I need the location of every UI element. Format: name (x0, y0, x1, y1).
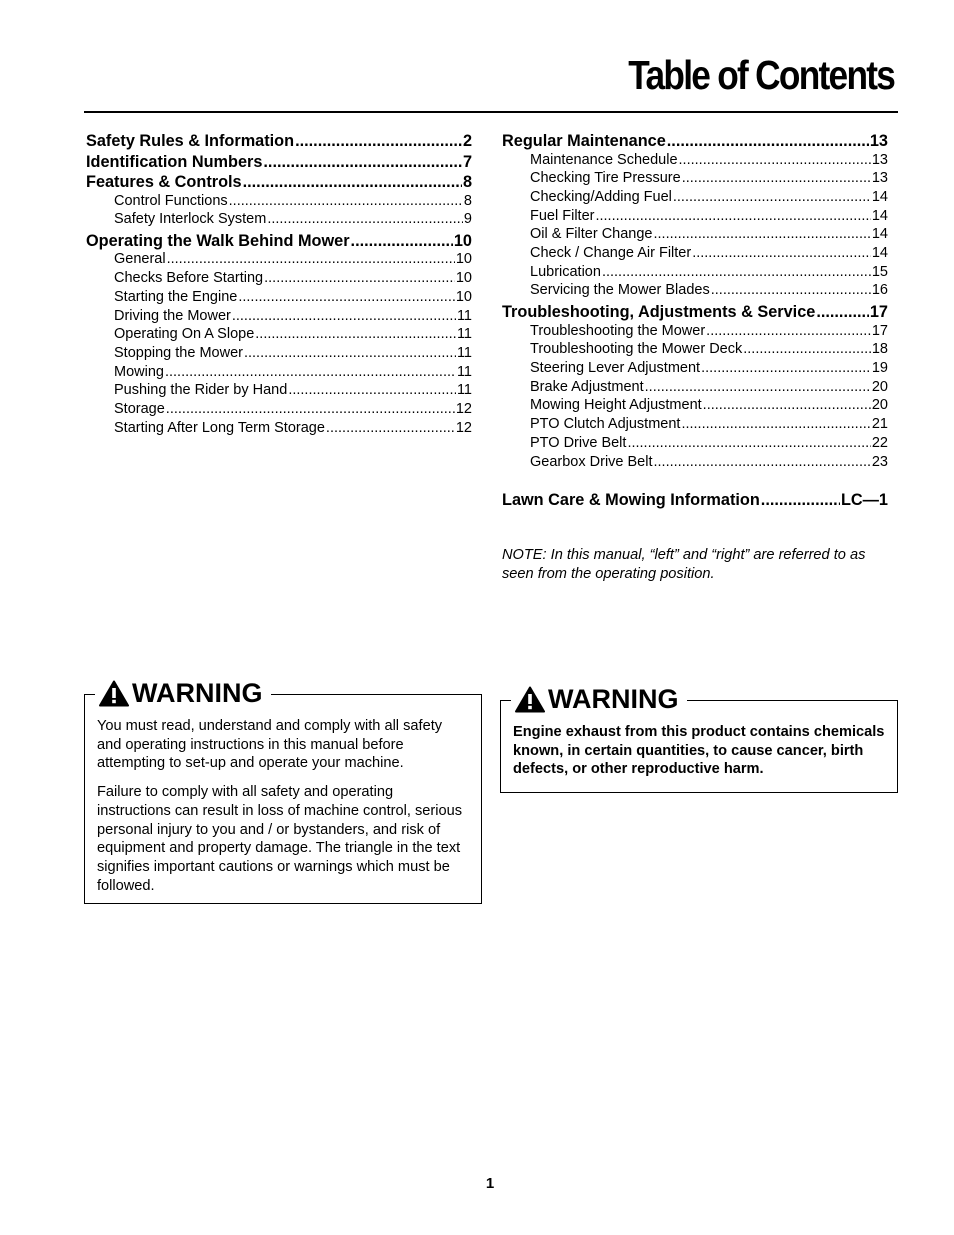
toc-entry-leader (711, 281, 871, 300)
toc-entry-page: 12 (455, 419, 472, 436)
page-number: 1 (485, 1175, 495, 1192)
toc-entry-leader (645, 378, 871, 397)
toc-entry-sub[interactable] (502, 434, 888, 453)
toc-entry-leader (244, 344, 456, 363)
toc-entry-sub[interactable] (502, 453, 888, 472)
toc-entry-page: 14 (871, 245, 888, 262)
toc-entry-leader (351, 231, 453, 252)
warning-text (97, 717, 469, 895)
warning-box-left (84, 678, 482, 904)
toc-entry-page: 10 (455, 288, 472, 305)
toc-entry-title: Check / Change Air Filter (530, 245, 692, 262)
warning-box-right (500, 684, 898, 793)
toc-entry-leader (267, 210, 463, 229)
toc-entry-title: Fuel Filter (530, 207, 595, 224)
warning-paragraph: You must read, understand and comply with all safety and operating instructions in this manual before attempting to set-up and operate your machine. (97, 718, 443, 772)
toc-entry-page: 2 (462, 132, 472, 150)
toc-entry-sub[interactable] (86, 192, 472, 211)
toc-entry-page: 14 (871, 207, 888, 224)
warning-paragraph: Engine exhaust from this product contains chemicals known, in certain quantities, to cause cancer, birth defects, or other reproductive harm. (513, 724, 885, 778)
toc-entry-leader (295, 131, 462, 152)
toc-entry-main[interactable] (86, 131, 472, 152)
toc-entry-page: 8 (462, 173, 472, 191)
toc-entry-leader (627, 434, 870, 453)
toc-entry-page: 11 (456, 326, 472, 343)
toc-entry-leader (288, 381, 456, 400)
toc-entry-main[interactable] (86, 152, 472, 173)
toc-entry-title: Checks Before Starting (114, 270, 264, 287)
warning-label: WARNING (132, 678, 263, 708)
toc-entry-page: 11 (456, 344, 472, 361)
warning-heading (511, 684, 687, 714)
toc-entry-page: 9 (463, 211, 472, 228)
toc-entry-leader (263, 152, 462, 173)
toc-entry-sub[interactable] (502, 340, 888, 359)
toc-entry-title: Steering Lever Adjustment (530, 360, 701, 377)
toc-entry-page: 23 (871, 453, 888, 470)
toc-entry-page: 17 (869, 303, 888, 322)
toc-entry-page: 19 (871, 360, 888, 377)
toc-entry-title: PTO Clutch Adjustment (530, 416, 681, 433)
toc-entry-sub[interactable] (86, 269, 472, 288)
toc-entry-page: 8 (463, 192, 472, 209)
toc-entry-page: 14 (871, 188, 888, 205)
toc-entry-title: Driving the Mower (114, 307, 231, 324)
toc-entry-title: Features & Controls (86, 173, 242, 191)
toc-entry-sub[interactable] (502, 188, 888, 207)
toc-entry-leader (167, 250, 455, 269)
warning-heading (95, 678, 271, 708)
toc-entry-page: 21 (871, 416, 888, 433)
toc-entry-leader (701, 359, 871, 378)
toc-entry-main[interactable] (502, 302, 888, 323)
toc-entry-page: 11 (456, 382, 472, 399)
warning-triangle-icon (515, 686, 545, 713)
toc-entry-leader (706, 322, 871, 341)
toc-entry-title: Checking Tire Pressure (530, 170, 681, 187)
toc-entry-leader (681, 415, 870, 434)
toc-entry-leader (602, 263, 871, 282)
toc-entry-title: Stopping the Mower (114, 344, 243, 361)
toc-entry-title: Mowing (114, 363, 164, 380)
toc-entry-sub[interactable] (86, 419, 472, 438)
toc-entry-leader (703, 396, 871, 415)
warning-paragraph: Failure to comply with all safety and operating instructions can result in loss of machine control, serious personal injury to you and / or bystanders, and risk of equipment and property damage. The triangle in the text signifies important cautions or warnings which must be followed. (97, 784, 463, 894)
toc-entry-title: Maintenance Schedule (530, 151, 678, 168)
toc-entry-title: Identification Numbers (86, 152, 263, 171)
toc-entry-title: Control Functions (114, 192, 228, 209)
toc-entry-sub[interactable] (502, 225, 888, 244)
toc-entry-leader (761, 490, 840, 511)
page-title: Table of Contents (628, 52, 894, 98)
toc-entry-page: LC—1 (840, 491, 888, 510)
toc-entry-leader (682, 169, 871, 188)
toc-entry-page: 17 (871, 322, 888, 339)
toc-entry-page: 15 (871, 263, 888, 280)
toc-entry-leader (166, 400, 455, 419)
toc-entry-page: 14 (871, 226, 888, 243)
toc-entry-sub[interactable] (86, 250, 472, 269)
toc-entry-sub[interactable] (86, 325, 472, 344)
toc-entry-leader (654, 225, 871, 244)
toc-entry-leader (165, 363, 456, 382)
toc-entry-sub[interactable] (502, 322, 888, 341)
toc-entry-page: 22 (871, 434, 888, 451)
toc-entry-page: 20 (871, 397, 888, 414)
toc-entry-leader (816, 302, 869, 323)
toc-entry-sub[interactable] (502, 396, 888, 415)
toc-entry-leader (229, 192, 463, 211)
toc-entry-sub[interactable] (502, 207, 888, 226)
toc-entry-page: 16 (871, 282, 888, 299)
toc-entry-leader (595, 207, 870, 226)
toc-entry-leader (654, 453, 871, 472)
toc-entry-sub[interactable] (86, 363, 472, 382)
toc-entry-leader (243, 172, 462, 193)
toc-entry-page: 10 (455, 251, 472, 268)
toc-entry-page: 11 (456, 363, 472, 380)
toc-entry-page: 13 (871, 151, 888, 168)
toc-entry-sub[interactable] (86, 307, 472, 326)
toc-entry-leader (264, 269, 455, 288)
toc-entry-page: 11 (456, 307, 472, 324)
toc-entry-sub[interactable] (502, 244, 888, 263)
toc-entry-title: Storage (114, 401, 165, 418)
toc-entry-title: Troubleshooting the Mower (530, 322, 706, 339)
toc-entry-sub[interactable] (502, 263, 888, 282)
toc-entry-title: Pushing the Rider by Hand (114, 382, 288, 399)
toc-entry-leader (255, 325, 456, 344)
warning-label: WARNING (548, 684, 679, 714)
toc-entry-sub[interactable] (86, 381, 472, 400)
toc-entry-title: Regular Maintenance (502, 132, 666, 150)
toc-entry-main[interactable] (86, 172, 472, 193)
toc-entry-title: Starting the Engine (114, 288, 238, 305)
orientation-note: NOTE: In this manual, “left” and “right” are referred to as seen from the operating position. (502, 547, 866, 582)
toc-entry-page: 13 (869, 132, 888, 150)
toc-entry-main[interactable] (502, 131, 888, 152)
toc-entry-page: 10 (453, 231, 472, 250)
toc-entry-title: PTO Drive Belt (530, 434, 627, 451)
toc-entry-leader (326, 419, 455, 438)
toc-right-column (502, 131, 888, 511)
toc-entry-leader (743, 340, 871, 359)
warning-triangle-icon (99, 680, 129, 707)
toc-entry-sub[interactable] (502, 415, 888, 434)
toc-entry-leader (667, 131, 869, 152)
toc-entry-leader (679, 151, 871, 170)
toc-entry-sub[interactable] (502, 378, 888, 397)
toc-entry-title: Lubrication (530, 263, 601, 280)
toc-entry-title: Oil & Filter Change (530, 226, 653, 243)
toc-entry-page: 18 (871, 341, 888, 358)
title-rule (84, 111, 898, 113)
toc-entry-leader (692, 244, 871, 263)
toc-entry-sub[interactable] (86, 344, 472, 363)
toc-entry-sub[interactable] (86, 210, 472, 229)
toc-entry-page: 7 (462, 152, 472, 171)
toc-entry-title: Brake Adjustment (530, 378, 644, 395)
toc-entry-sub[interactable] (502, 151, 888, 170)
toc-entry-title: Troubleshooting the Mower Deck (530, 341, 743, 358)
toc-left-column (86, 131, 472, 437)
toc-entry-sub[interactable] (502, 169, 888, 188)
toc-entry-title: Mowing Height Adjustment (530, 397, 702, 414)
toc-entry-leader (238, 288, 455, 307)
toc-entry-leader (673, 188, 871, 207)
toc-entry-sub[interactable] (86, 288, 472, 307)
toc-entry-title: Operating the Walk Behind Mower (86, 231, 350, 250)
toc-entry-title: Troubleshooting, Adjustments & Service (502, 303, 816, 322)
toc-entry-title: Operating On A Slope (114, 326, 255, 343)
toc-entry-title: Lawn Care & Mowing Information (502, 491, 760, 510)
toc-entry-main[interactable] (86, 231, 472, 252)
toc-entry-lawn-care[interactable] (502, 490, 888, 511)
toc-entry-sub[interactable] (502, 359, 888, 378)
toc-right-list (502, 131, 888, 471)
toc-entry-title: Servicing the Mower Blades (530, 282, 710, 299)
toc-entry-page: 13 (871, 170, 888, 187)
toc-entry-title: Gearbox Drive Belt (530, 453, 653, 470)
toc-entry-page: 10 (455, 270, 472, 287)
toc-entry-title: Starting After Long Term Storage (114, 419, 325, 436)
toc-entry-page: 20 (871, 378, 888, 395)
toc-entry-leader (232, 307, 456, 326)
toc-entry-title: Safety Interlock System (114, 211, 267, 228)
toc-entry-sub[interactable] (502, 281, 888, 300)
warning-text (513, 723, 885, 779)
toc-entry-title: Checking/Adding Fuel (530, 188, 672, 205)
toc-entry-page: 12 (455, 401, 472, 418)
toc-entry-title: General (114, 251, 166, 268)
toc-entry-title: Safety Rules & Information (86, 132, 295, 150)
toc-entry-sub[interactable] (86, 400, 472, 419)
